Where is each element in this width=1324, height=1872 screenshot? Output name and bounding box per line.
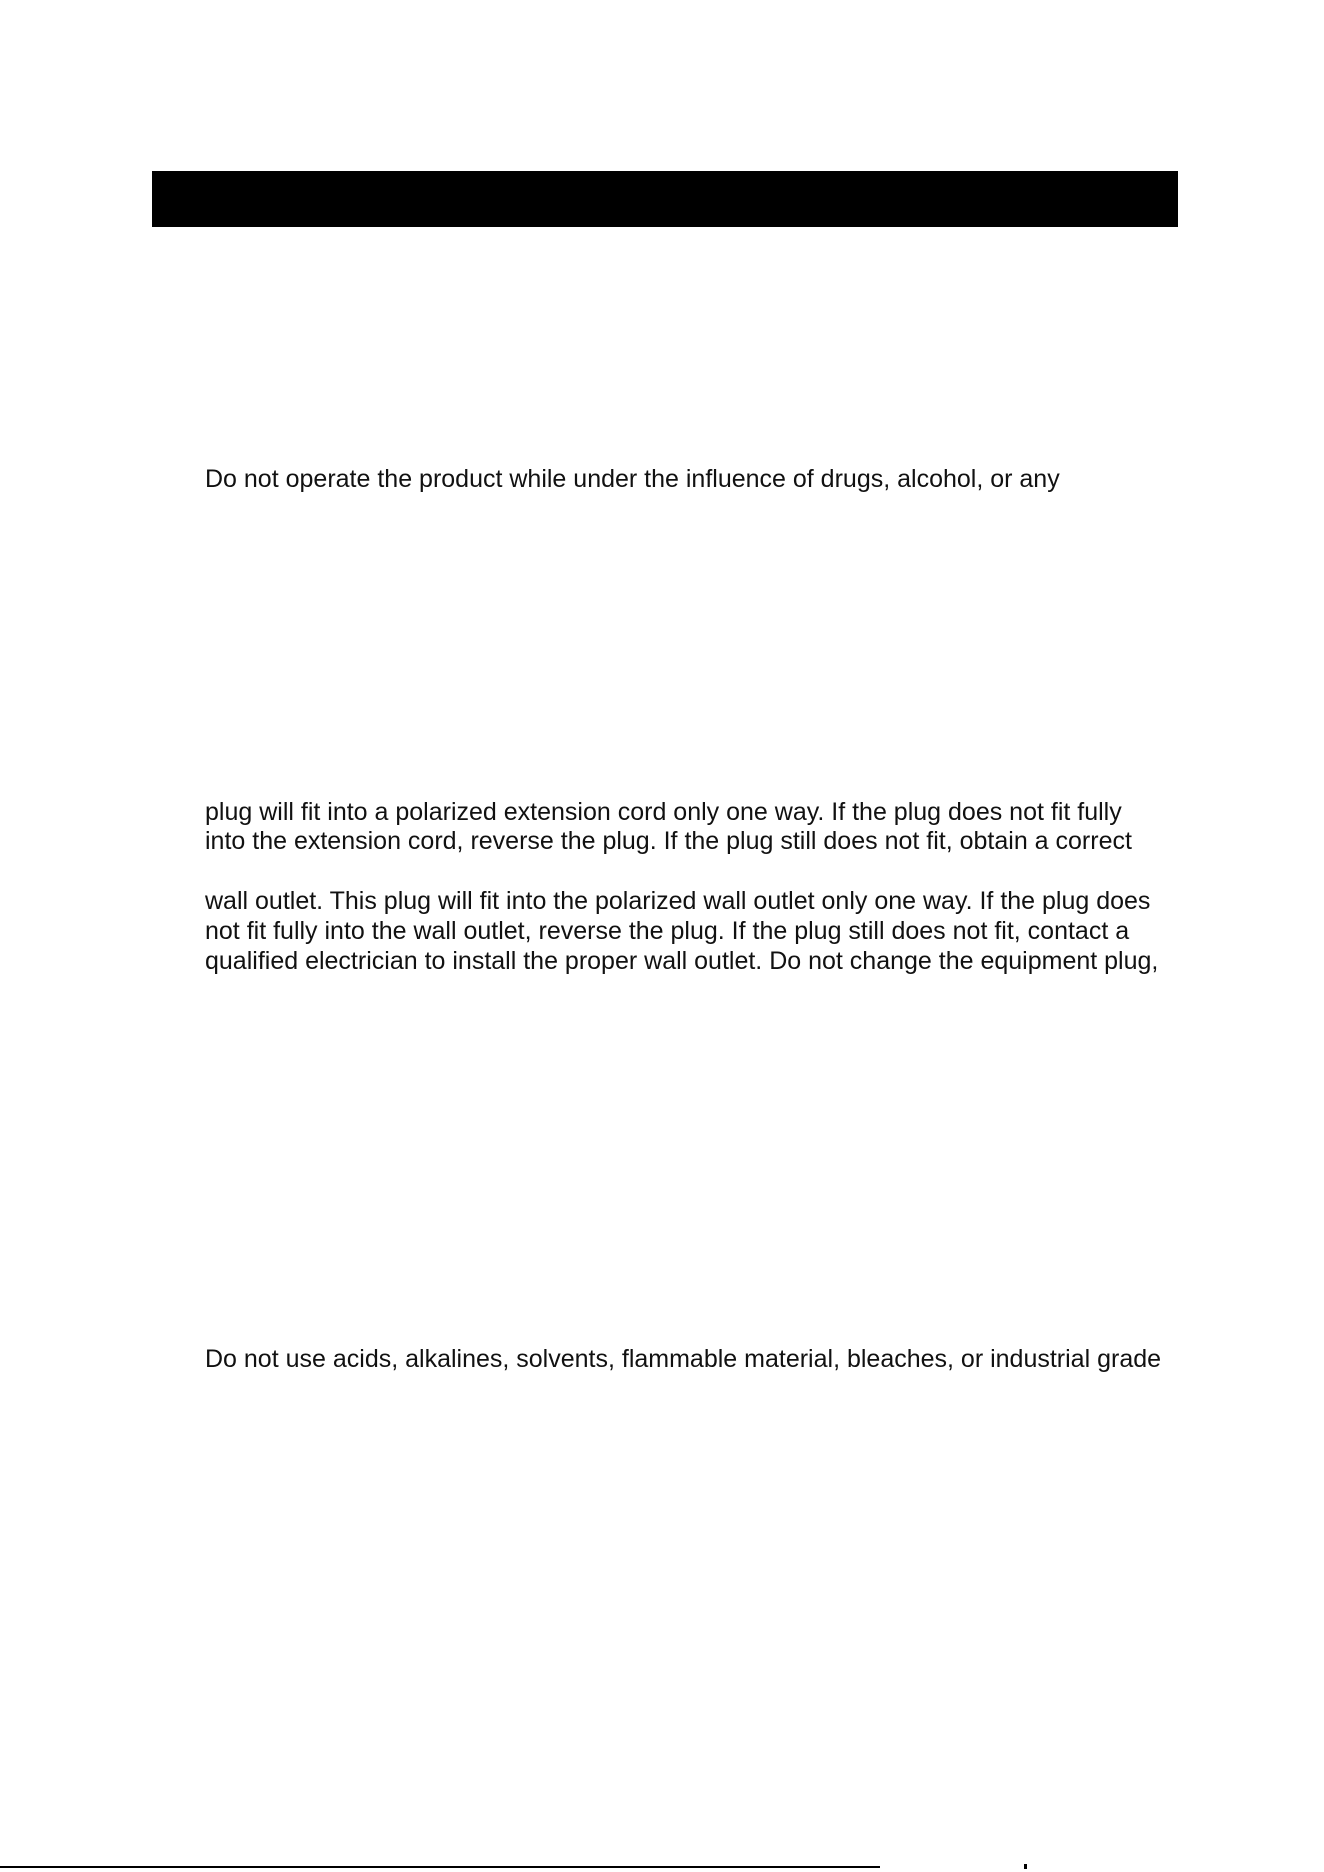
text-line-2: plug will fit into a polarized extension cord only one way. If the plug does not fit fully [205,798,1122,826]
footer-mark [1024,1864,1027,1869]
footer-rule [0,1866,880,1868]
text-line-3: into the extension cord, reverse the plug. If the plug still does not fit, obtain a correct [205,827,1132,855]
text-line-5: not fit fully into the wall outlet, reverse the plug. If the plug still does not fit, contact a [205,917,1130,945]
text-line-1: Do not operate the product while under the influence of drugs, alcohol, or any [205,465,1060,493]
section-header-bar [152,171,1178,227]
text-line-6: qualified electrician to install the proper wall outlet. Do not change the equipment plug, [205,947,1159,975]
text-line-4: wall outlet. This plug will fit into the polarized wall outlet only one way. If the plug does [205,887,1151,915]
text-line-7: Do not use acids, alkalines, solvents, flammable material, bleaches, or industrial grade [205,1345,1162,1373]
